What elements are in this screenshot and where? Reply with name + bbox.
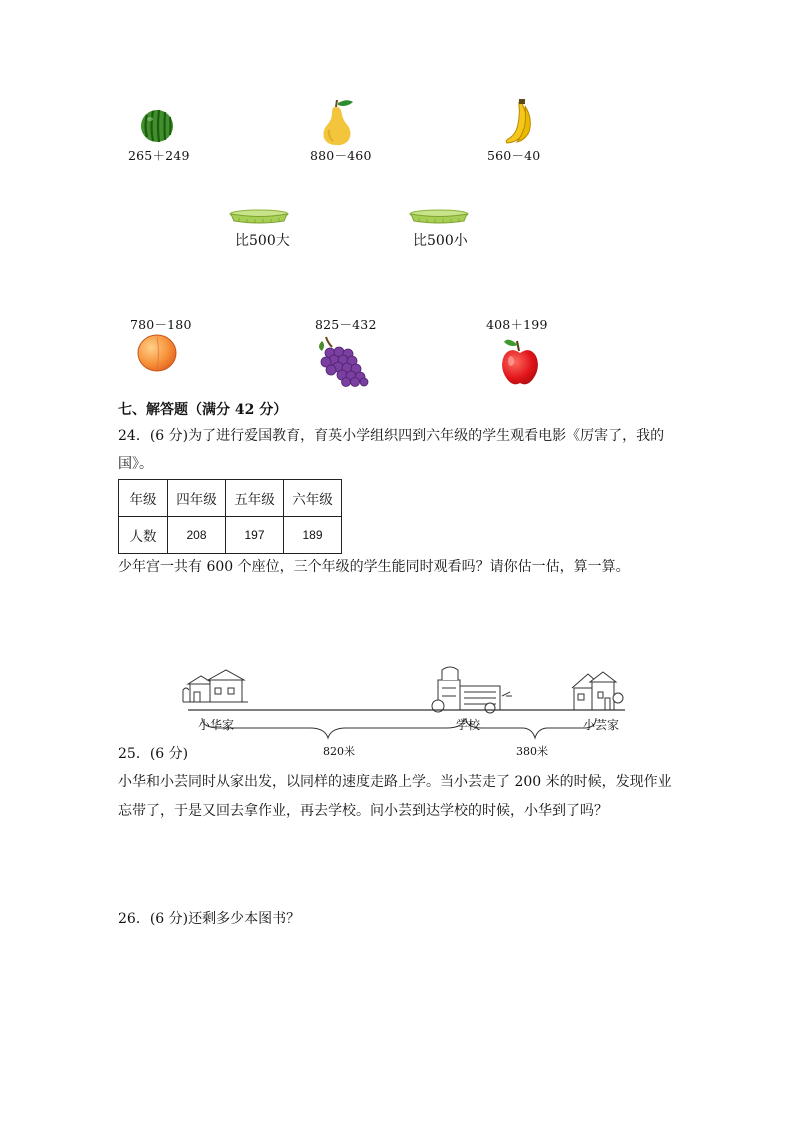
table-cell: 197	[226, 517, 284, 554]
table-row-label: 人数	[119, 517, 168, 554]
expression-label: 408＋199	[486, 317, 548, 332]
grade-table	[118, 479, 342, 554]
plate-icon	[409, 209, 469, 225]
q24-text-line1: 24．(6 分)为了进行爱国教育，育英小学组织四到六年级的学生观看电影《厉害了，我的	[118, 428, 665, 444]
expression-label: 560－40	[487, 148, 541, 163]
q25-text-line1: 小华和小芸同时从家出发，以同样的速度走路上学。当小芸走了 200 米的时候，发现作业	[118, 774, 672, 790]
table-header: 年级	[119, 480, 168, 517]
watermelon-icon	[138, 106, 176, 144]
grapes-icon	[314, 333, 372, 387]
plate-icon	[229, 209, 289, 225]
distance-label-right: 380米	[516, 745, 548, 758]
q24-question: 少年宫一共有 600 个座位，三个年级的学生能同时观看吗？请你估一估，算一算。	[118, 559, 630, 575]
map-label-left: 小华家	[198, 718, 235, 732]
q26-text: 26．(6 分)还剩多少本图书？	[118, 911, 301, 927]
apple-icon	[500, 334, 540, 388]
plate-label: 比500大	[235, 233, 290, 249]
table-header: 五年级	[226, 480, 284, 517]
table-header: 四年级	[168, 480, 226, 517]
q25-number: 25．(6 分)	[118, 746, 189, 762]
table-cell: 208	[168, 517, 226, 554]
map-label-middle: 学校	[456, 718, 481, 732]
table-header: 六年级	[284, 480, 342, 517]
school-building-icon	[432, 667, 512, 713]
expression-label: 825－432	[315, 317, 377, 332]
distance-label-left: 820米	[323, 745, 355, 758]
table-cell: 189	[284, 517, 342, 554]
house-icon	[183, 670, 248, 702]
map-label-right: 小芸家	[583, 718, 620, 732]
banana-icon	[499, 98, 535, 146]
table-row	[119, 517, 342, 554]
expression-label: 780－180	[130, 317, 192, 332]
route-map	[180, 662, 640, 762]
table-row	[119, 480, 342, 517]
house-icon	[572, 672, 623, 710]
expression-label: 265＋249	[128, 148, 190, 163]
pear-icon	[319, 97, 357, 147]
peach-icon	[136, 332, 178, 372]
section-heading: 七、解答题（满分 42 分）	[118, 402, 288, 418]
q25-text-line2: 忘带了，于是又回去拿作业，再去学校。问小芸到达学校的时候，小华到了吗？	[118, 803, 608, 819]
expression-label: 880－460	[310, 148, 372, 163]
plate-label: 比500小	[413, 233, 468, 249]
q24-text-line2: 国》。	[118, 456, 153, 472]
